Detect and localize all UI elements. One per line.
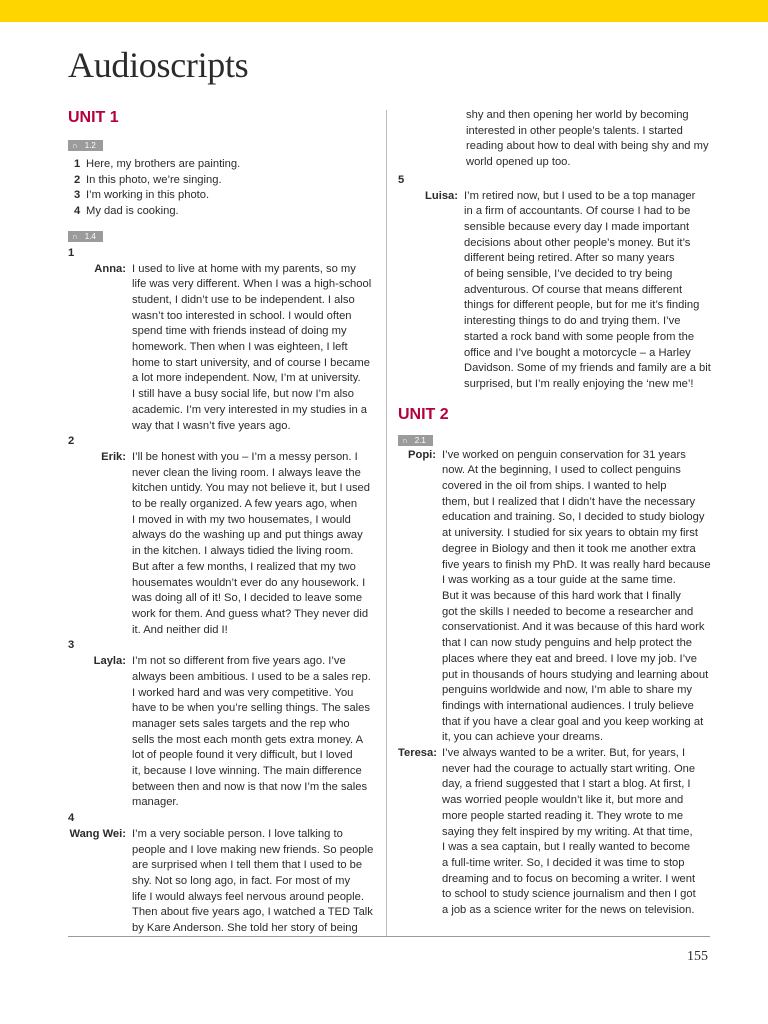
text-line: sells the most each month gets extra money. A — [132, 733, 364, 746]
transcript-text — [458, 189, 711, 393]
text-line: Davidson. Some of my friends and family are a bit — [464, 362, 711, 375]
speaker-label: Layla: — [93, 655, 126, 668]
text-line: education and training. So, I decided to study biology — [442, 511, 705, 524]
unit-2-heading: UNIT 2 — [398, 405, 449, 423]
intro-list — [68, 157, 368, 220]
text-line: always do the washing up and put things away — [132, 529, 363, 542]
text-line: adventurous. Of course that means different — [464, 283, 683, 296]
text-line: shy. Not so long ago, in fact. For most of my — [132, 874, 351, 887]
text-line: I still have a busy social life, but now I’m also — [132, 388, 354, 401]
text-line: was doing all of it! So, I decided to leave some — [132, 592, 363, 605]
page-title: Audioscripts — [68, 45, 249, 85]
section-number: 2 — [68, 435, 75, 448]
text-line: academic. I’m very interested in my studies in a — [132, 403, 368, 416]
text-line: saying they felt inspired by my writing. At that time, — [442, 825, 693, 838]
text-line: different being retired. After so many years — [464, 252, 675, 265]
right-column — [398, 108, 710, 919]
footer-rule — [68, 936, 710, 937]
text-line: I’ve worked on penguin conservation for 31 years — [442, 448, 686, 461]
text-line: office and I’ve bought a motorcycle – a Harley — [464, 346, 691, 359]
section-number: 4 — [68, 812, 75, 825]
audio-track-badge: ∩ 1.2 — [68, 140, 103, 151]
text-line: interesting things to do and trying them. I’ve — [464, 315, 681, 328]
text-line: way that I wasn’t five years ago. — [132, 419, 291, 432]
text-line: lot of people found it very difficult, but I loved — [132, 749, 353, 762]
text-line: work for them. And guess what? They never did — [132, 607, 369, 620]
text-line: got the skills I needed to become a researcher and — [442, 605, 694, 618]
text-line: I’ll be honest with you – I’m a messy person. I — [132, 450, 358, 463]
text-line: started a rock band with some people from the — [464, 330, 695, 343]
text-line: people and I love making new friends. So people — [132, 843, 374, 856]
text-line: life I would always feel nervous around people. — [132, 890, 364, 903]
text-line: shy and then opening her world by becoming — [466, 109, 689, 121]
text-line: I’m retired now, but I used to be a top manager — [464, 189, 696, 202]
transcript-entry — [68, 262, 372, 435]
speaker-label: Anna: — [94, 262, 126, 275]
text-line: Then about five years ago, I watched a TED Talk — [132, 906, 373, 919]
transcript-entry — [68, 450, 368, 638]
text-line: that I can now study penguins and help protect the — [442, 637, 693, 650]
text-line: now. At the beginning, I used to collect penguins — [442, 464, 681, 477]
text-line: five years to finish my PhD. It was really hard because — [442, 558, 711, 571]
text-line: I used to live at home with my parents, so my — [132, 262, 356, 275]
text-line: day, a friend suggested that I start a blog. At first, I — [442, 778, 691, 791]
text-line: in a firm of accountants. Of course I had to be — [464, 205, 691, 218]
text-line: manager sets sales targets and the rep who — [132, 717, 350, 730]
list-item: 4 My dad is cooking. — [74, 205, 179, 218]
text-line: home to start university, and of course I became — [132, 356, 370, 369]
text-line: kitchen untidy. You may not believe it, but I used — [132, 482, 370, 495]
text-line: housemates wouldn’t ever do any housework. I — [132, 576, 366, 589]
text-line: life was very different. When I was a high-school — [132, 278, 372, 291]
text-line: never had the courage to actually start writing. One — [442, 762, 696, 775]
text-line: by Kare Anderson. She told her story of being — [132, 922, 358, 935]
headphones-icon: ∩ — [72, 231, 78, 241]
column-divider — [386, 110, 387, 936]
transcript-entry — [398, 448, 710, 746]
text-line: wasn’t too interested in school. I would often — [132, 309, 352, 322]
text-line: them, but I realized that I didn’t have the necessary — [442, 495, 696, 508]
text-line: world opened up too. — [466, 156, 571, 169]
text-line: more people started reading it. They wrote to me — [442, 809, 684, 822]
transcript-continued — [398, 108, 710, 171]
text-line: surprised, but I’m really enjoying the ‘new me’! — [464, 377, 694, 390]
text-line: I worked hard and was very competitive. You — [132, 686, 354, 699]
text-line: put in thousands of hours studying and learning about — [442, 668, 709, 681]
section-number: 3 — [68, 639, 75, 652]
text-line: always been ambitious. I used to be a sales rep. — [132, 670, 371, 683]
text-line: spend time with friends instead of doing my — [132, 325, 347, 338]
text-line: I’m not so different from five years ago. I’ve — [132, 655, 346, 668]
text-line: a lot more independent. Now, I’m at university. — [132, 372, 361, 385]
text-line: But it was because of this hard work that I finally — [442, 589, 681, 602]
section-number: 1 — [68, 246, 75, 259]
transcript-text — [126, 450, 370, 638]
section-number: 5 — [398, 173, 405, 186]
text-line: covered in the oil from ships. I wanted to help — [442, 480, 667, 493]
text-line: at university. I studied for six years to obtain my first — [442, 527, 698, 540]
text-line: never clean the living room. I always leave the — [132, 466, 361, 479]
text-line: findings with international audiences. I truly believe — [442, 699, 694, 712]
transcript-entry — [68, 827, 374, 937]
speaker-label: Wang Wei: — [69, 827, 126, 840]
transcript-text — [126, 654, 371, 811]
speaker-label: Erik: — [101, 450, 126, 463]
audio-track-badge: ∩ 1.4 — [68, 231, 103, 242]
text-line: between then and now is that now I’m the sales — [132, 780, 368, 793]
text-line: conservationist. And it was because of this hard work — [442, 621, 705, 634]
headphones-icon: ∩ — [402, 435, 408, 445]
text-line: it, because I love winning. The main difference — [132, 765, 362, 778]
page-number: 155 — [687, 949, 708, 964]
text-line: reading about how to deal with being shy and my — [466, 140, 709, 153]
transcript-text — [126, 262, 371, 435]
speaker-label: Luisa: — [425, 189, 458, 202]
transcript-text — [126, 827, 373, 937]
text-line: But after a few months, I realized that my two — [132, 560, 356, 573]
text-line: a job as a science writer for the news on television. — [442, 904, 695, 917]
transcript-entry — [68, 654, 371, 811]
speaker-label: Teresa: — [398, 747, 437, 760]
text-line: to school to study science journalism and then I got — [442, 888, 696, 901]
text-line: degree in Biology and then it took me another extra — [442, 542, 696, 555]
list-item: 2 In this photo, we’re singing. — [74, 173, 222, 186]
text-line: a full-time writer. So, I decided it was time to stop — [442, 856, 685, 869]
text-line: have to be when you’re selling things. The sales — [132, 702, 370, 715]
text-line: I’m a very sociable person. I love talking to — [132, 827, 343, 840]
list-item: 1 Here, my brothers are painting. — [74, 158, 241, 170]
text-line: in the kitchen. I always tidied the living room. — [132, 545, 354, 558]
text-line: homework. Then when I was eighteen, I left — [132, 341, 348, 354]
text-line: I was a sea captain, but I really wanted to become — [442, 841, 691, 854]
text-line: student, I didn’t use to be independent. I also — [132, 293, 355, 306]
transcript-entry — [398, 189, 710, 393]
text-line: it, you can achieve your dreams. — [442, 731, 604, 744]
text-line: penguins worldwide and now, I’m able to share my — [442, 684, 692, 697]
left-column — [68, 108, 374, 937]
top-color-bar — [0, 0, 768, 22]
transcript-entry — [398, 746, 710, 919]
unit-1-heading: UNIT 1 — [68, 109, 119, 126]
text-line: places where they eat and breed. I love my job. I’ve — [442, 652, 697, 665]
text-line: of being sensible, I’ve decided to try being — [464, 268, 673, 281]
text-line: to be really organized. A few years ago, when — [132, 498, 358, 511]
text-line: I was working as a tour guide at the same time. — [442, 574, 676, 587]
text-line: sensible because every day I made important — [464, 220, 690, 233]
text-line: was worried people wouldn’t like it, but more and — [442, 794, 684, 807]
text-line: I’ve always wanted to be a writer. But, for years, I — [442, 747, 686, 760]
text-line: that if you have a clear goal and you keep working at — [442, 715, 704, 728]
text-line: things for different people, but for me it’s finding — [464, 299, 700, 312]
list-item: 3 I’m working in this photo. — [74, 189, 210, 202]
text-line: dreaming and to focus on becoming a writer. I went — [442, 872, 696, 885]
text-line: interested in other people’s talents. I started — [466, 124, 683, 137]
speaker-label: Popi: — [408, 448, 436, 461]
transcript-text — [436, 448, 711, 746]
audio-track-badge: ∩ 2.1 — [398, 435, 433, 446]
text-line: it. And neither did I! — [132, 623, 228, 636]
text-line: decisions about other people’s money. But it’s — [464, 236, 691, 249]
transcript-text — [436, 746, 710, 919]
headphones-icon: ∩ — [72, 141, 78, 150]
text-line: manager. — [132, 796, 179, 809]
text-line: I moved in with my two housemates, I would — [132, 513, 351, 526]
text-line: are surprised when I tell them that I used to be — [132, 859, 363, 872]
